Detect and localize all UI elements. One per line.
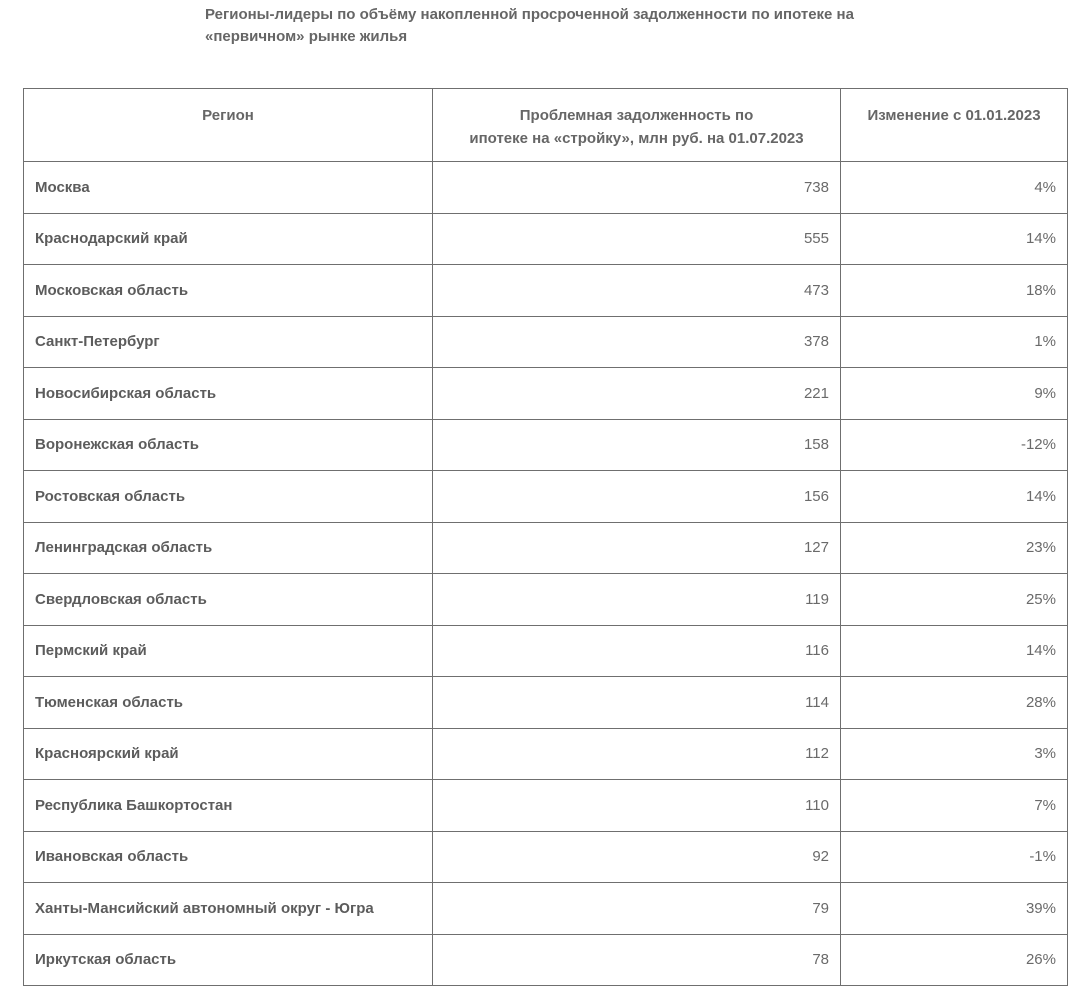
table-row [24,934,1068,986]
change-cell: 14% [841,471,1068,523]
debt-cell: 92 [433,831,841,883]
regions-debt-table [23,88,1068,986]
header-debt-line-1: Проблемная задолженность по [519,107,754,124]
region-cell: Ивановская область [24,831,433,883]
change-cell: 1% [841,316,1068,368]
table-row [24,471,1068,523]
region-cell: Ханты-Мансийский автономный округ - Югра [24,883,433,935]
debt-cell: 156 [433,471,841,523]
change-cell: -12% [841,419,1068,471]
table-row [24,831,1068,883]
table-row [24,213,1068,265]
table-row [24,677,1068,729]
change-cell: 39% [841,883,1068,935]
debt-cell: 738 [433,162,841,214]
region-cell: Москва [24,162,433,214]
debt-cell: 79 [433,883,841,935]
change-cell: 9% [841,368,1068,420]
header-debt-line-2: ипотеке на «стройку», млн руб. на 01.07.2023 [469,130,804,147]
debt-cell: 112 [433,728,841,780]
table-row [24,780,1068,832]
change-cell: 7% [841,780,1068,832]
table-title-line-1: Регионы-лидеры по объёму накопленной просроченной задолженности по ипотеке на [205,6,854,23]
debt-cell: 378 [433,316,841,368]
table-row [24,625,1068,677]
region-cell: Пермский край [24,625,433,677]
debt-cell: 127 [433,522,841,574]
debt-cell: 119 [433,574,841,626]
change-cell: -1% [841,831,1068,883]
region-cell: Красноярский край [24,728,433,780]
change-cell: 18% [841,265,1068,317]
change-cell: 28% [841,677,1068,729]
header-change [841,89,1068,162]
header-row [24,89,1068,162]
region-cell: Московская область [24,265,433,317]
table-row [24,162,1068,214]
table-row [24,574,1068,626]
debt-cell: 114 [433,677,841,729]
table-body [24,162,1068,986]
table-row [24,522,1068,574]
table-row [24,265,1068,317]
header-debt [433,89,841,162]
debt-cell: 555 [433,213,841,265]
table-header [24,89,1068,162]
debt-cell: 116 [433,625,841,677]
region-cell: Санкт-Петербург [24,316,433,368]
table-row [24,419,1068,471]
header-change-label: Изменение с 01.01.2023 [867,107,1041,124]
change-cell: 26% [841,934,1068,986]
region-cell: Ленинградская область [24,522,433,574]
change-cell: 25% [841,574,1068,626]
region-cell: Иркутская область [24,934,433,986]
change-cell: 4% [841,162,1068,214]
region-cell: Тюменская область [24,677,433,729]
table-row [24,368,1068,420]
table-row [24,316,1068,368]
header-region-label: Регион [202,107,254,124]
change-cell: 14% [841,625,1068,677]
region-cell: Воронежская область [24,419,433,471]
debt-cell: 473 [433,265,841,317]
debt-cell: 110 [433,780,841,832]
debt-cell: 78 [433,934,841,986]
debt-cell: 158 [433,419,841,471]
region-cell: Республика Башкортостан [24,780,433,832]
region-cell: Новосибирская область [24,368,433,420]
region-cell: Краснодарский край [24,213,433,265]
region-cell: Ростовская область [24,471,433,523]
region-cell: Свердловская область [24,574,433,626]
header-region [24,89,433,162]
table-row [24,728,1068,780]
table-row [24,883,1068,935]
change-cell: 23% [841,522,1068,574]
table-title-line-2: «первичном» рынке жилья [205,28,408,45]
change-cell: 3% [841,728,1068,780]
debt-cell: 221 [433,368,841,420]
table-title [205,4,905,48]
change-cell: 14% [841,213,1068,265]
